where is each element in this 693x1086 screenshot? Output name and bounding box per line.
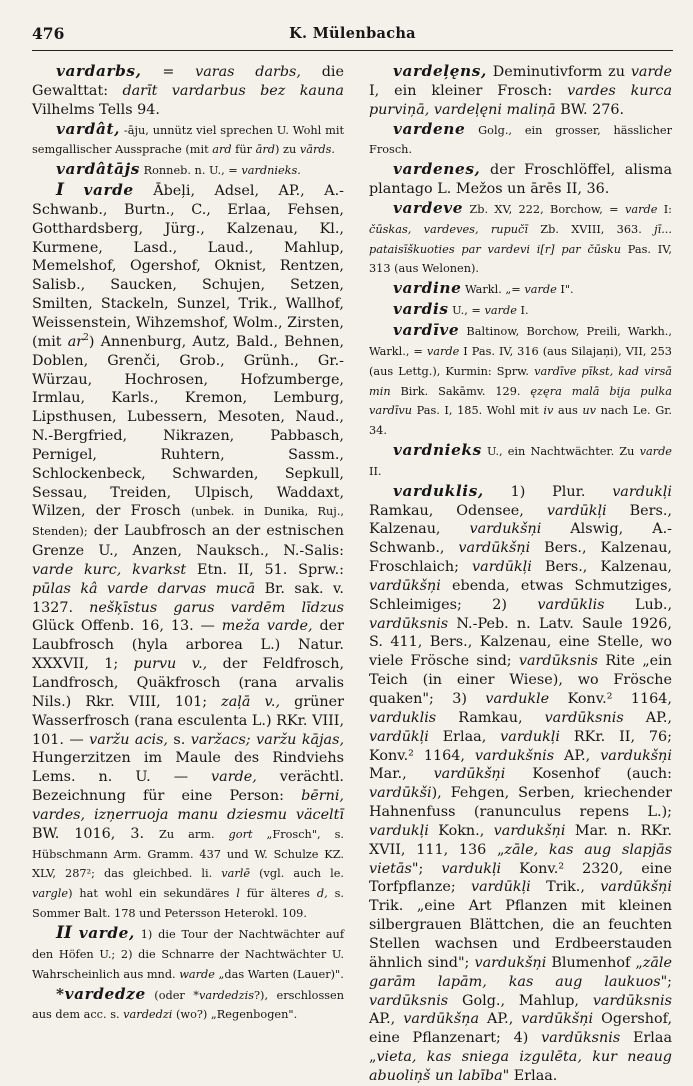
small-italic-text: vardedzi [123, 1008, 173, 1022]
dictionary-entry [32, 62, 344, 120]
small-italic-text: ard [212, 143, 232, 157]
entry-text: Bers., Kalzenau, [369, 502, 672, 538]
small-text: (unbek. in Dunika, Ruj., Stenden); [32, 505, 344, 539]
italic-text: vardūkšņi [521, 1011, 594, 1028]
italic-text: vardūksnis [592, 992, 672, 1009]
dictionary-entry [369, 160, 672, 199]
small-text: U., ein Nachtwächter. Zu [481, 445, 640, 459]
entry-text: der Froschlöffel, alisma plantago L. Mežos un ārēs II, 36. [369, 162, 672, 198]
entry-text: Br. sak. v. 1327. [32, 580, 344, 616]
small-text: ) zu [275, 143, 300, 157]
small-italic-text: uv [582, 404, 597, 418]
dictionary-entry [369, 199, 672, 279]
dictionary-entry [32, 160, 344, 181]
italic-text: vardukšņi [474, 954, 547, 971]
italic-text: vardukšnis [474, 747, 555, 764]
entry-text: Mar., [369, 766, 434, 783]
entry-text: RKr. II, 76; Konv.² 1164, [369, 728, 672, 764]
small-text: Pas. I, 185. Wohl mit [412, 404, 544, 418]
italic-text: vardukļi [369, 822, 429, 839]
entry-text: Konv.² 2320, eine Torfpflanze; [369, 860, 672, 896]
page-header [32, 22, 673, 51]
small-text: (oder * [145, 988, 199, 1002]
entry-text: Mar. n. RKr. XVII, 111, 136 „ [369, 822, 672, 858]
left-column [32, 62, 344, 1025]
italic-text: varas darbs, [195, 64, 301, 80]
italic-text: varduklis [369, 709, 437, 726]
headword: vardeļęns, [393, 62, 487, 80]
entry-text: Etn. II, 51. Sprw.: [186, 561, 344, 578]
small-text: „Frosch", s. Hübschmann Arm. Gramm. 437 und W. Schulze KZ. XLV, 287²; das gleichbed. li. [32, 827, 344, 881]
headword: vardine [393, 279, 462, 298]
italic-text: vardūksnis [369, 992, 449, 1009]
italic-text: vardūkši [369, 785, 432, 802]
entry-text: BW. 1016, 3. [32, 825, 159, 842]
headword: vardis [393, 300, 449, 319]
entry-text: = [141, 64, 196, 80]
small-italic-text: ārd [255, 143, 276, 157]
dictionary-entry [32, 181, 344, 924]
entry-text: die Gewalttat: [32, 64, 344, 99]
italic-text: vardukļi [500, 728, 560, 745]
small-text: s. Sommer Balt. 178 und Petersson Heterokl. 109. [32, 887, 344, 921]
small-text: Zb. XVIII, 363. [527, 222, 655, 236]
italic-text: vardūkļi [369, 728, 429, 745]
italic-text: zāle garām lapām, kas aug laukuos [369, 954, 672, 990]
italic-text: vardūkļi [472, 559, 532, 576]
entry-text: Rite „ein Teich (in einer Wiese), wo Frösche quaken"; 3) [369, 653, 672, 707]
entry-text: Trik. „eine Art Pflanzen mit kleinen silbergrauen Blättchen, die an feuchten Stellen wachsen und Erdbeerstauden ähnlich sind"; [369, 898, 672, 971]
entry-text: I, ein kleiner Frosch: [369, 82, 568, 99]
small-text: 1) die Tour der Nachtwächter auf den Höfen U.; 2) die Schnarre der Nachtwächter U. Wahrscheinlich aus mnd. [32, 927, 344, 981]
headword: varde [83, 181, 134, 200]
italic-text: vardūkšņi [600, 879, 672, 896]
entry-text: AP., [369, 1011, 404, 1028]
italic-text: vardūksnis [518, 653, 599, 670]
dictionary-entry [369, 62, 672, 120]
italic-text: vardukšņi [493, 822, 566, 839]
small-italic-text: varde [484, 304, 517, 318]
small-italic-text: vardnieks. [241, 164, 301, 178]
entry-text: Glück Offenb. 16, 13. — [32, 618, 222, 635]
small-italic-text: vardedzis [198, 988, 254, 1002]
small-italic-text: varde [624, 202, 658, 216]
italic-text: bērni, vardes, izņerruoja manu dziesmu väceltī [32, 788, 344, 823]
italic-text: vardūkšņa [403, 1011, 480, 1028]
headword: vardenes, [393, 160, 481, 179]
entry-text: der Laubfrosch (hyla arborea L.) Natur. XXXVII, 1; [32, 618, 344, 673]
small-italic-text: varlē [221, 867, 251, 881]
headword: vardene [393, 119, 466, 138]
italic-text: vardūksnis [369, 615, 449, 632]
homonym-number: I [56, 180, 64, 201]
dictionary-entry [369, 300, 672, 321]
page-number: 476 [32, 24, 65, 43]
small-italic-text: ęzęra malā bija pulka vardīvu [369, 384, 673, 418]
entry-text: AP., [554, 747, 601, 764]
italic-text: darīt vardarbus bez kauna [122, 82, 344, 99]
headword: vardeve [393, 198, 464, 217]
italic-text: vardūkšņi [369, 577, 441, 594]
small-text: I". [556, 283, 574, 297]
italic-text: varžu kājas, [256, 731, 344, 748]
italic-text: nešķīstus garus vardēm līdzus [89, 599, 344, 616]
small-italic-text: l [236, 887, 240, 901]
small-text: I Pas. IV, 316 (aus Silajaņi), VII, 253 (aus Lettg.), Kurmin: Sprw. [369, 344, 672, 378]
italic-text: vardukļi [612, 483, 672, 500]
headword: varduklis, [393, 481, 484, 500]
small-italic-text: warde [179, 967, 215, 981]
small-text: Golg., ein grosser, hässlicher Frosch. [369, 123, 672, 157]
right-column [369, 62, 672, 1086]
small-text: Zb. XV, 222, Borchow, = [463, 202, 625, 216]
small-text: (vgl. auch le. [250, 867, 344, 881]
entry-text: Ramkau, Odensee, [369, 502, 547, 519]
italic-text: vardukšņi [469, 521, 542, 538]
small-italic-text: vargle [32, 887, 69, 901]
small-text: „das Warten (Lauer)". [214, 967, 344, 981]
small-text: Baltinow, Borchow, Preili, Warkh., Warkl., = [369, 324, 672, 358]
small-text: II. [369, 464, 382, 478]
entry-text: Blumenhof „ [546, 954, 643, 971]
entry-text: Golg., Mahlup, [448, 992, 593, 1009]
entry-text: der Feldfrosch, Landfrosch, Quäkfrosch (rana arvalis Nils.) Rkr. VIII, 101; [32, 656, 344, 710]
dictionary-entry [369, 482, 672, 1086]
entry-text: s. [168, 731, 191, 748]
italic-text: vardūkšņi [433, 766, 506, 783]
italic-text: purvu v., [133, 656, 208, 673]
small-text: ?), erschlossen aus dem acc. s. [32, 988, 344, 1022]
dictionary-entry [32, 120, 344, 161]
entry-text: AP., [623, 709, 672, 726]
italic-text: varžacs; [190, 731, 251, 748]
entry-text: Deminutivform zu [486, 64, 631, 80]
dictionary-entry [32, 985, 344, 1026]
entry-text: Ābeļi, Adsel, AP., A.-Schwanb., Burtn., C., Erlaa, Fehsen, Gotthardsberg, Jürg., Kalzenau, Kl., Kurmene, Lasd., Laud., Mahlup, Memelshof, Ogershof, Oknist, Rentzen, Salisb., Saucken, Schujen, Setzen, Smilten, Stackeln, Sunzel, Trik., Wallhof, Weissenstein, Wihzemshof, Wolm., Zirsten, (mit [32, 183, 344, 350]
entry-text: Bers., Kalzenau, [531, 559, 672, 576]
entry-text: der Laubfrosch an der estnischen Grenze U., Anzen, Nauksch., N.-Salis: [32, 523, 344, 560]
italic-text: vardukle [485, 691, 550, 707]
small-text: ) hat wohl ein sekundäres [68, 887, 237, 901]
italic-text: vardūksnis [541, 1030, 621, 1047]
small-italic-text: varde [639, 445, 672, 459]
small-text: aus [553, 404, 583, 418]
entry-text [64, 183, 84, 199]
italic-text: ar [67, 333, 84, 350]
small-italic-text: varde [426, 344, 460, 358]
small-text: Zu arm. [158, 827, 229, 841]
entry-text: Bers., Kalzenau, Froschlaich; [369, 540, 672, 576]
entry-text: Alswig, A.-Schwanb., [369, 521, 672, 557]
italic-text: vardukļi [441, 860, 502, 877]
entry-text: Erlaa, [428, 728, 501, 745]
entry-text: "; [411, 860, 442, 877]
small-italic-text: vardīve pīkst, kad virsā min [369, 364, 672, 398]
small-text: (wo?) „Regenbogen". [172, 1008, 298, 1022]
small-text: nach Le. Gr. 34. [369, 404, 672, 438]
dictionary-entry [369, 279, 672, 300]
italic-text: vardūksnis [544, 709, 624, 726]
entry-text: " Erlaa. [502, 1067, 558, 1084]
italic-text: varde, [211, 769, 257, 786]
dictionary-entry [369, 441, 672, 482]
italic-text: varde [630, 64, 672, 80]
italic-text: varde kurc, kvarkst [32, 561, 187, 578]
small-italic-text: d, [316, 887, 328, 901]
small-text: U., = [448, 304, 485, 318]
small-italic-text: vārds. [299, 143, 335, 157]
italic-text: meža varde, [221, 618, 313, 635]
headword: vardarbs, [56, 62, 142, 80]
entry-text: AP., [479, 1011, 522, 1028]
small-text: für älteres [239, 887, 317, 901]
entry-text: Vilhelms Tells 94. [32, 101, 160, 118]
entry-text: Trik., [530, 879, 601, 896]
italic-text: varžu acis, [89, 731, 168, 748]
entry-text: Kosenhof (auch: [505, 766, 672, 783]
italic-text: pūlas kâ varde darvas mucā [32, 580, 256, 597]
headword: vardât, [56, 119, 121, 138]
small-text: Ronneb. n. U., = [140, 164, 242, 178]
small-italic-text: varde [524, 283, 557, 297]
headword: varde, [78, 923, 135, 942]
italic-text: zaļā v., [221, 693, 281, 710]
entry-text: Kokn., [428, 822, 494, 839]
small-italic-text: gort [228, 827, 253, 841]
entry-text [72, 926, 79, 942]
headword: vardâtājs [56, 160, 140, 179]
small-text: -āju, unnütz viel sprechen U. Wohl mit semgallischer Aussprache (mit [32, 123, 344, 157]
italic-text: zāle, kas aug slapjās vietās [369, 841, 672, 877]
entry-text: ) Annenburg, Autz, Bald., Behnen, Doblen, Grenči, Grob., Grünh., Gr.-Würzau, Hochrosen, Hofzumberge, Irmlau, Karls., Kremon, Lemburg, Lipsthusen, Lubessern, Mesoten, Naud., N.-Bergfried, Nikrazen, Pabbasch, Pernigel, Ruhtern, Sassm., Schlockenbeck, Schwarden, Sepkull, Sessau, Treiden, Ulpisch, Waddaxt, Wilzen, der Frosch [32, 333, 345, 520]
italic-text: vardūklis [537, 596, 605, 613]
italic-text: vardūkļi [470, 879, 531, 896]
italic-text: vardes kurca purviņā, vardeļęni maliņā [369, 82, 672, 118]
italic-text: vardūkļi [546, 502, 607, 519]
italic-text: vieta, kas sniega izgulēta, kur neaug abuoliņš un labība [369, 1049, 672, 1084]
entry-text: N.-Peb. n. Latv. Saule 1926, S. 411, Bers., Kalzenau, eine Stelle, wo viele Frösche sind; [369, 615, 672, 670]
small-text: I: [657, 202, 672, 216]
entry-text: ), Fehgen, Serben, kriechender Hahnenfuss (ranunculus repens L.); [369, 785, 672, 821]
dictionary-entry [369, 120, 672, 161]
small-italic-text: čūskas, vardeves, rupučī [369, 222, 528, 236]
small-text: Warkl. „= [461, 283, 525, 297]
dictionary-entry [369, 321, 672, 441]
dictionary-entry [32, 924, 344, 985]
headword: vardnieks [393, 441, 482, 460]
small-text: I. [516, 304, 529, 318]
small-italic-text: jī... pataisīškuoties par vardevi i[r] par čūsku [369, 222, 672, 256]
small-text: für [231, 143, 256, 157]
entry-text: ebenda, etwas Schmutziges, Schleimiges; 2) [369, 577, 672, 613]
superscript: 2 [83, 333, 89, 344]
entry-text: BW. 276. [555, 101, 625, 118]
entry-text: Konv.² 1164, [549, 691, 672, 707]
small-text: Birk. Sakāmv. 129. [390, 384, 531, 398]
homonym-number: II [56, 922, 72, 943]
headword: *vardedze [56, 984, 146, 1003]
entry-text: Lub., [604, 596, 673, 613]
entry-text: "; [660, 973, 672, 990]
entry-text: Ogershof, eine Pflanzenart; 4) [369, 1011, 673, 1047]
entry-text: 1) Plur. [483, 483, 613, 500]
entry-text: Erlaa „ [369, 1030, 672, 1066]
entry-text: Hungerzitzen im Maule des Rindviehs Lems. n. U. — [32, 750, 344, 786]
italic-text: vardūkšņi [458, 540, 531, 557]
entry-text: verächtl. Bezeichnung für eine Person: [32, 769, 344, 805]
headword: vardīve [393, 320, 460, 339]
small-italic-text: iv [543, 404, 554, 418]
italic-text: vardukšņi [600, 747, 672, 764]
running-head: K. Mülenbacha [289, 25, 416, 42]
entry-text: Ramkau, [436, 709, 545, 726]
small-text: Pas. IV, 313 (aus Welonen). [369, 242, 672, 276]
entry-text: grüner Wasserfrosch (rana esculenta L.) RKr. VIII, 101. — [32, 693, 345, 748]
